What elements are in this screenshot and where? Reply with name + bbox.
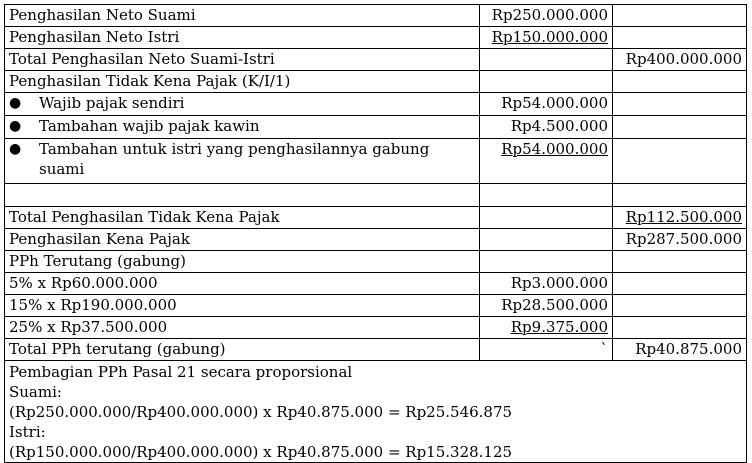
table-row <box>5 207 747 229</box>
row-amount: Rp250.000.000 <box>480 5 613 27</box>
row-total <box>613 93 747 116</box>
row-amount <box>480 71 613 93</box>
bullet-cell <box>5 116 480 139</box>
table-row <box>5 273 747 295</box>
row-total <box>613 273 747 295</box>
row-total <box>613 5 747 27</box>
row-label: Penghasilan Neto Istri <box>5 27 480 49</box>
row-label: Penghasilan Kena Pajak <box>5 229 480 251</box>
footer-wife-formula: (Rp150.000.000/Rp400.000.000) x Rp40.875.000 = Rp15.328.125 <box>9 443 513 461</box>
row-amount: Rp54.000.000 <box>480 93 613 116</box>
row-total: Rp400.000.000 <box>613 49 747 71</box>
table-row-footer <box>5 361 747 463</box>
footer-wife-label: Istri: <box>9 423 46 441</box>
row-total <box>613 27 747 49</box>
row-label: PPh Terutang (gabung) <box>5 251 480 273</box>
bullet-cell <box>5 93 480 116</box>
tax-calculation-table-container <box>4 4 746 463</box>
bullet-icon: ● <box>9 118 22 134</box>
proportional-allocation-cell <box>5 361 747 463</box>
spacer-cell <box>480 184 613 207</box>
row-amount: Rp4.500.000 <box>480 116 613 139</box>
bullet-icon: ● <box>9 95 22 111</box>
table-row <box>5 229 747 251</box>
table-row <box>5 251 747 273</box>
spacer-cell <box>5 184 480 207</box>
table-row <box>5 116 747 139</box>
row-amount: Rp9.375.000 <box>480 317 613 339</box>
row-amount <box>480 251 613 273</box>
row-total: Rp40.875.000 <box>613 339 747 361</box>
table-row <box>5 139 747 184</box>
bullet-label: Tambahan wajib pajak kawin <box>39 117 260 135</box>
row-total <box>613 71 747 93</box>
row-total: Rp112.500.000 <box>613 207 747 229</box>
row-label: Penghasilan Neto Suami <box>5 5 480 27</box>
bullet-icon: ● <box>9 141 22 157</box>
row-label: Penghasilan Tidak Kena Pajak (K/I/1) <box>5 71 480 93</box>
row-total <box>613 139 747 184</box>
bullet-label-continued: suami <box>39 160 85 178</box>
row-label: Total PPh terutang (gabung) <box>5 339 480 361</box>
footer-husband-label: Suami: <box>9 383 62 401</box>
table-row <box>5 49 747 71</box>
row-amount: Rp150.000.000 <box>480 27 613 49</box>
row-amount: ` <box>480 339 613 361</box>
table-row <box>5 295 747 317</box>
bullet-label: Tambahan untuk istri yang penghasilannya gabung <box>39 140 430 158</box>
row-total <box>613 116 747 139</box>
row-total <box>613 295 747 317</box>
row-amount: Rp28.500.000 <box>480 295 613 317</box>
row-amount: Rp54.000.000 <box>480 139 613 184</box>
row-label: Total Penghasilan Neto Suami-Istri <box>5 49 480 71</box>
table-row <box>5 71 747 93</box>
row-amount <box>480 229 613 251</box>
row-label: 25% x Rp37.500.000 <box>5 317 480 339</box>
table-row <box>5 5 747 27</box>
table-row <box>5 317 747 339</box>
bullet-label: Wajib pajak sendiri <box>39 94 185 112</box>
spacer-cell <box>613 184 747 207</box>
row-total: Rp287.500.000 <box>613 229 747 251</box>
footer-husband-formula: (Rp250.000.000/Rp400.000.000) x Rp40.875.000 = Rp25.546.875 <box>9 403 513 421</box>
row-total <box>613 317 747 339</box>
footer-heading: Pembagian PPh Pasal 21 secara proporsional <box>9 363 353 381</box>
table-row <box>5 27 747 49</box>
table-row <box>5 339 747 361</box>
table-row-spacer <box>5 184 747 207</box>
row-label: Total Penghasilan Tidak Kena Pajak <box>5 207 480 229</box>
row-amount <box>480 49 613 71</box>
row-amount <box>480 207 613 229</box>
row-label: 15% x Rp190.000.000 <box>5 295 480 317</box>
row-total <box>613 251 747 273</box>
row-label: 5% x Rp60.000.000 <box>5 273 480 295</box>
bullet-cell <box>5 139 480 184</box>
tax-calculation-table <box>4 4 747 463</box>
table-row <box>5 93 747 116</box>
row-amount: Rp3.000.000 <box>480 273 613 295</box>
